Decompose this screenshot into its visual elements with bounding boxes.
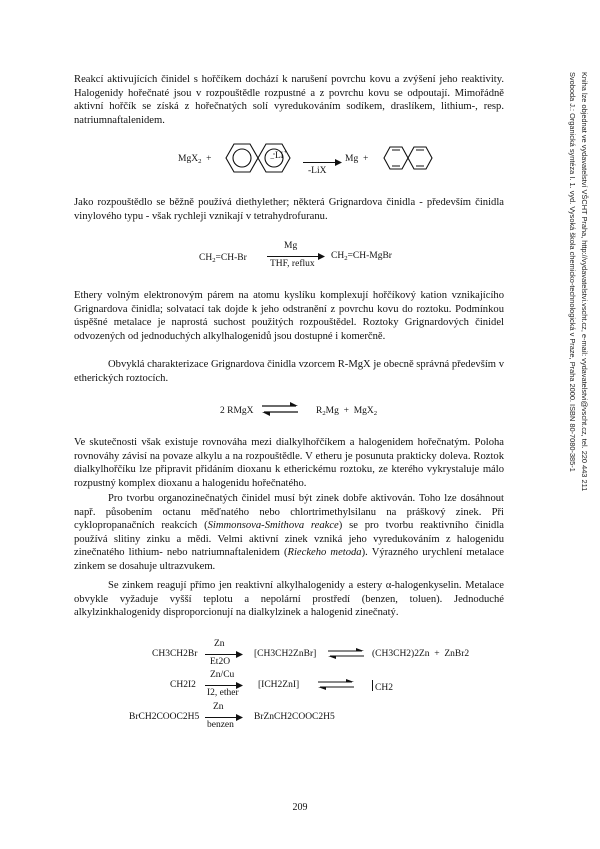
eq1-reagent: MgX [178,154,199,164]
eq4-start: CH3CH2Br [152,649,198,659]
eq1-plus: + [206,154,212,164]
equilibrium-arrow-icon [326,648,366,660]
side-citation-line2: Kniha lze objednat ve vydavatelství VŠCHT Praha, http://vydavatelstvi.vscht.cz, e-mail: vydavatelstvi@vscht.cz, tel. 220 443 211 [580,72,589,492]
page-number: 209 [292,802,308,813]
naphthalene-anion-icon [222,140,302,176]
eq1-product: Mg [345,154,359,164]
eq1-li: Li [275,151,284,161]
simmons-smith-term: Simmonsova-Smithova reakce [207,520,339,532]
equilibrium-arrow-icon [316,679,356,691]
arrow-head-icon [318,253,326,260]
eq3-left: 2 RMgX [220,406,254,416]
svg-text:−: − [270,154,275,163]
eq1-arrow [303,162,339,163]
paragraph-7: Se zinkem reagují přímo jen reaktivní alkylhalogenidy a estery α-halogenkyselin. Metalace obvykle vyžaduje vyšší teplotu a nepolární prostředí (benzen, toluen). Jednoduché alkylzinkhalogenidy disproporcionují na dialkylzinek a halogenid zinečnatý. [74,580,504,619]
side-citation [564,72,598,632]
naphthalene-icon [380,143,440,173]
equilibrium-arrow-icon [260,402,300,416]
paragraph-4: Obvyklá charakterizace Grignardova činidla vzorcem R-MgX je obecně správná především v etherických roztocích. [74,359,504,384]
eq2-below: THF, reflux [270,259,315,269]
paragraph-1: Reakcí aktivujících činidel s hořčíkem dochází k narušení povrchu kovu a zvýšení jeho reaktivity. Halogenidy hořečnaté jsou v rozpouštědle rozpustné a z povrchu kovu se odpoutají. Mimořádně aktivní hořčík se získá z hořečnatých solí vyredukováním sodíkem, draslíkem, lithium-, resp. natriumnaftalenidem. [74,74,504,126]
paragraph-3: Ethery volným elektronovým párem na atomu kyslíku komplexují hořčíkový kation vznikajícího Grignardova činidla; solvatací tak dojde k jeho odstranění z povrchu kovu do roztoku. Podmínkou úspěšné metalace je naprostá suchost použitých rozpouštědel. Roztoky Grignardových činidel odvozených od jednoduchých alkylhalogenidů jsou dostupné i komerčně. [74,290,504,342]
side-citation-line1: Svoboda J.: Organická syntéza I. 1. vyd. Vysoká škola chemicko-technologická v Praze, Praha 2000. ISBN 80-7080-385-1 [568,72,577,472]
paragraph-5: Ve skutečnosti však existuje rovnováha mezi dialkylhořčíkem a halogenidem hořečnatým. Poloha rovnováhy závisí na povaze alkylu a na rozpouštědle. V etheru je posunuta prakticky doleva. Roztok dialkylhořčíku lze připravit přidáním dioxanu k etherickému roztoku, ze kterého vykrystaluje málo rozpustný komplex dioxanu a halogenidu hořečnatého. [74,437,504,489]
eq2-arrow [267,256,321,257]
arrow-head-icon [236,714,244,721]
paragraph-2: Jako rozpouštědlo se běžně používá diethylether; některá Grignardova činidla - především činidla vinylového typu - však rychleji vznikají v tetrahydrofuranu. [74,197,504,222]
eq2-above: Mg [284,241,298,251]
arrow-head-icon [335,159,343,166]
carbene-bar [372,680,373,691]
rieckeho-term: Rieckeho metoda [287,547,362,559]
paragraph-6: Pro tvorbu organozinečnatých činidel musí být zinek dobře aktivován. Toho lze dosáhnout např. působením octanu měďnatého nebo chlortrimethylsilanu na práškový zinek. Při cyklopropanačních reakcích (Simmonsova-Smithova reakce) se pro tvorbu reaktivního činidla používá slitiny zinku a mědi. Velmi aktivní zinek vzniká jeho vyredukováním z halogenidu zinečnatého lithium- nebo natriumnaftalenidem (Rieckeho metoda). Výrazného urychlení metalace zinkem se dosahuje ultrazvukem. [74,493,505,572]
arrow-head-icon [236,651,244,658]
eq1-below: -LiX [308,166,327,176]
